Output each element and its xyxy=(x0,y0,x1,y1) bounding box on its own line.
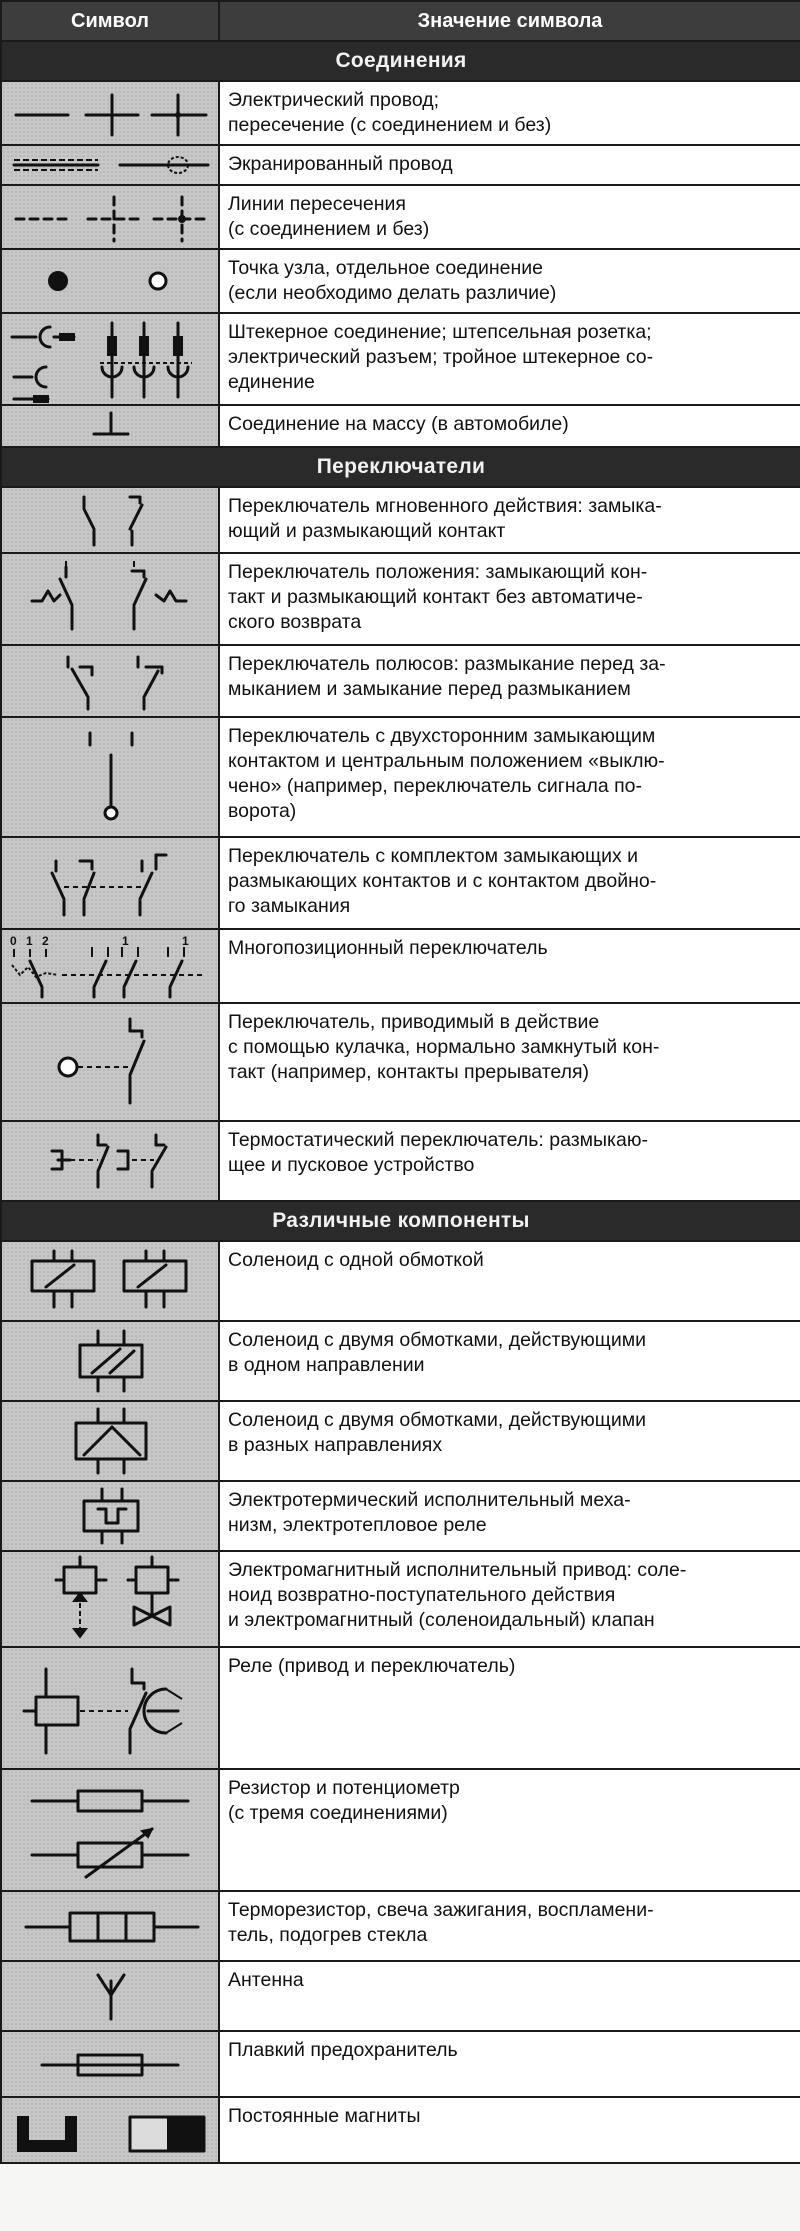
plug-connector-symbol-icon xyxy=(2,315,220,403)
thermal-actuator-symbol-icon xyxy=(2,1483,220,1549)
permanent-magnet-symbol-cell xyxy=(1,2097,219,2163)
table-row xyxy=(1,1481,800,1551)
contact-set-switch-description: Переключатель с комплектом замыкающих и размыкающих контактов и с контактом двойно- го замыкания xyxy=(219,837,800,929)
permanent-magnet-description: Постоянные магниты xyxy=(219,2097,800,2163)
position-switch-symbol-cell xyxy=(1,553,219,645)
momentary-switch-symbol-icon xyxy=(2,489,220,551)
plug-connector-description: Штекерное соединение; штепсельная розетка; электрический разъем; тройное штекерное со- единение xyxy=(219,313,800,405)
table-row xyxy=(1,1241,800,1321)
table-row xyxy=(1,1551,800,1647)
table-row xyxy=(1,1647,800,1769)
relay-symbol-cell xyxy=(1,1647,219,1769)
table-row xyxy=(1,553,800,645)
multi-position-switch-description: Многопозиционный переключатель xyxy=(219,929,800,1003)
solenoid-valve-symbol-cell xyxy=(1,1551,219,1647)
double-coil-solenoid-symbol-icon xyxy=(2,1323,220,1399)
thermostatic-switch-symbol-cell xyxy=(1,1121,219,1201)
resistor-description: Резистор и потенциометр (с тремя соединениями) xyxy=(219,1769,800,1891)
section-title-connections: Соединения xyxy=(1,41,800,81)
opposed-coil-solenoid-symbol-icon xyxy=(2,1403,220,1479)
section-row-components xyxy=(1,1201,800,1241)
solenoid-valve-description: Электромагнитный исполнительный привод: соле- ноид возвратно-поступательного действия и электромагнитный (соленоидальный) клапан xyxy=(219,1551,800,1647)
thermal-actuator-description: Электротермический исполнительный меха- низм, электротепловое реле xyxy=(219,1481,800,1551)
crossing-lines-description: Линии пересечения (с соединением и без) xyxy=(219,185,800,249)
table-row xyxy=(1,717,800,837)
table-row xyxy=(1,185,800,249)
table-row xyxy=(1,2097,800,2163)
multi-position-switch-symbol-icon xyxy=(2,931,220,1001)
table-row xyxy=(1,249,800,313)
shielded-wire-symbol-cell xyxy=(1,145,219,185)
heating-element-description: Терморезистор, свеча зажигания, воспламени- тель, подогрев стекла xyxy=(219,1891,800,1961)
position-label: 1 xyxy=(26,934,33,948)
table-row xyxy=(1,1401,800,1481)
table-row xyxy=(1,487,800,553)
double-coil-solenoid-description: Соленоид с двумя обмотками, действующими в одном направлении xyxy=(219,1321,800,1401)
opposed-coil-solenoid-symbol-cell xyxy=(1,1401,219,1481)
cam-switch-symbol-icon xyxy=(2,1005,220,1119)
ground-symbol-icon xyxy=(2,407,220,445)
wire-crossing-symbol-cell xyxy=(1,81,219,145)
contact-set-switch-symbol-icon xyxy=(2,839,220,927)
shielded-wire-description: Экранированный провод xyxy=(219,145,800,185)
pole-switch-symbol-cell xyxy=(1,645,219,717)
position-label: 0 xyxy=(10,934,17,948)
node-point-description: Точка узла, отдельное соединение (если необходимо делать различие) xyxy=(219,249,800,313)
table-row xyxy=(1,1961,800,2031)
node-point-symbol-cell xyxy=(1,249,219,313)
table-row xyxy=(1,1769,800,1891)
table-row xyxy=(1,1121,800,1201)
wire-description: Электрический провод; пересечение (с соединением и без) xyxy=(219,81,800,145)
position-label: 1 xyxy=(182,934,189,948)
position-switch-symbol-icon xyxy=(2,555,220,643)
section-row-connections xyxy=(1,41,800,81)
two-way-switch-description: Переключатель с двухсторонним замыкающим контактом и центральным положением «выклю- чено» (например, переключатель сигнала по- ворота) xyxy=(219,717,800,837)
cam-switch-symbol-cell xyxy=(1,1003,219,1121)
table-row xyxy=(1,837,800,929)
position-label: 2 xyxy=(42,934,49,948)
table-row xyxy=(1,1003,800,1121)
antenna-symbol-cell xyxy=(1,1961,219,2031)
crossing-lines-symbol-cell xyxy=(1,185,219,249)
table-row xyxy=(1,405,800,447)
ground-description: Соединение на массу (в автомобиле) xyxy=(219,405,800,447)
solenoid-valve-symbol-icon xyxy=(2,1553,220,1645)
fuse-symbol-cell xyxy=(1,2031,219,2097)
thermostatic-switch-symbol-icon xyxy=(2,1123,220,1199)
contact-set-switch-symbol-cell xyxy=(1,837,219,929)
table-row xyxy=(1,1321,800,1401)
momentary-switch-symbol-cell xyxy=(1,487,219,553)
fuse-description: Плавкий предохранитель xyxy=(219,2031,800,2097)
section-title-switches: Переключатели xyxy=(1,447,800,487)
multi-position-switch-symbol-cell xyxy=(1,929,219,1003)
momentary-switch-description: Переключатель мгновенного действия: замыка- ющий и размыкающий контакт xyxy=(219,487,800,553)
shielded-wire-symbol-icon xyxy=(2,147,220,183)
table-row xyxy=(1,1891,800,1961)
ground-symbol-cell xyxy=(1,405,219,447)
table-header-row xyxy=(1,1,800,41)
two-way-switch-symbol-cell xyxy=(1,717,219,837)
antenna-description: Антенна xyxy=(219,1961,800,2031)
single-coil-solenoid-description: Соленоид с одной обмоткой xyxy=(219,1241,800,1321)
node-point-symbol-icon xyxy=(2,251,220,311)
section-row-switches xyxy=(1,447,800,487)
position-label: 1 xyxy=(122,934,129,948)
plug-connector-symbol-cell xyxy=(1,313,219,405)
single-coil-solenoid-symbol-icon xyxy=(2,1243,220,1319)
relay-symbol-icon xyxy=(2,1649,220,1767)
heating-element-symbol-cell xyxy=(1,1891,219,1961)
antenna-symbol-icon xyxy=(2,1963,220,2029)
resistor-symbol-icon xyxy=(2,1771,220,1889)
meaning-column-header: Значение символа xyxy=(219,1,800,41)
table-row xyxy=(1,313,800,405)
fuse-symbol-icon xyxy=(2,2033,220,2095)
resistor-symbol-cell xyxy=(1,1769,219,1891)
table-row xyxy=(1,929,800,1003)
table-row xyxy=(1,81,800,145)
opposed-coil-solenoid-description: Соленоид с двумя обмотками, действующими в разных направлениях xyxy=(219,1401,800,1481)
two-way-switch-symbol-icon xyxy=(2,719,220,835)
pole-switch-symbol-icon xyxy=(2,647,220,715)
cam-switch-description: Переключатель, приводимый в действие с помощью кулачка, нормально замкнутый кон- такт (например, контакты прерывателя) xyxy=(219,1003,800,1121)
table-row xyxy=(1,645,800,717)
double-coil-solenoid-symbol-cell xyxy=(1,1321,219,1401)
single-coil-solenoid-symbol-cell xyxy=(1,1241,219,1321)
heating-element-symbol-icon xyxy=(2,1893,220,1959)
thermal-actuator-symbol-cell xyxy=(1,1481,219,1551)
symbol-column-header: Символ xyxy=(1,1,219,41)
pole-switch-description: Переключатель полюсов: размыкание перед за- мыканием и замыкание перед размыканием xyxy=(219,645,800,717)
relay-description: Реле (привод и переключатель) xyxy=(219,1647,800,1769)
position-switch-description: Переключатель положения: замыкающий кон- такт и размыкающий контакт без автоматиче- ского возврата xyxy=(219,553,800,645)
table-row xyxy=(1,145,800,185)
thermostatic-switch-description: Термостатический переключатель: размыкаю- щее и пусковое устройство xyxy=(219,1121,800,1201)
crossing-lines-symbol-icon xyxy=(2,187,220,247)
table-row xyxy=(1,2031,800,2097)
section-title-components: Различные компоненты xyxy=(1,1201,800,1241)
wire-crossing-symbol-icon xyxy=(2,83,220,143)
permanent-magnet-symbol-icon xyxy=(2,2099,220,2161)
